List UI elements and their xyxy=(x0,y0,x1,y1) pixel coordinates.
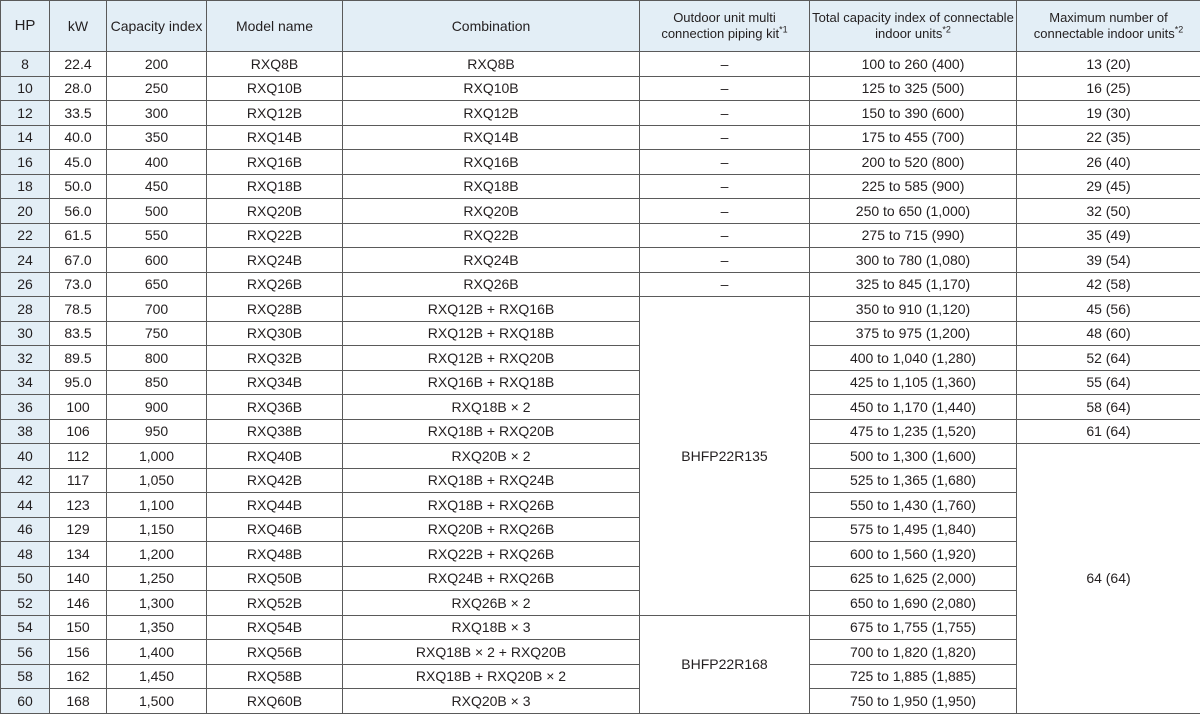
combination-cell: RXQ12B xyxy=(343,101,640,126)
max-units-cell: 55 (64) xyxy=(1017,370,1200,395)
kw-cell: 134 xyxy=(50,542,107,567)
model-name-cell: RXQ8B xyxy=(207,52,343,77)
total-capacity-cell: 575 to 1,495 (1,840) xyxy=(810,517,1017,542)
total-capacity-cell: 525 to 1,365 (1,680) xyxy=(810,468,1017,493)
table-row xyxy=(1,419,1200,444)
combination-cell: RXQ18B + RXQ24B xyxy=(343,468,640,493)
piping-kit-cell: – xyxy=(640,223,810,248)
total-capacity-footnote-mark: *2 xyxy=(942,25,951,35)
combination-cell: RXQ18B × 2 xyxy=(343,395,640,420)
hp-cell: 46 xyxy=(1,517,50,542)
piping-kit-cell: – xyxy=(640,272,810,297)
combination-cell: RXQ12B + RXQ18B xyxy=(343,321,640,346)
total-capacity-cell: 250 to 650 (1,000) xyxy=(810,199,1017,224)
capacity-index-cell: 800 xyxy=(107,346,207,371)
hp-cell: 24 xyxy=(1,248,50,273)
combination-cell: RXQ16B xyxy=(343,150,640,175)
table-body xyxy=(1,52,1200,714)
kw-cell: 50.0 xyxy=(50,174,107,199)
hp-cell: 26 xyxy=(1,272,50,297)
table-row xyxy=(1,199,1200,224)
kw-cell: 33.5 xyxy=(50,101,107,126)
piping-kit-cell: – xyxy=(640,174,810,199)
combination-cell: RXQ10B xyxy=(343,76,640,101)
hp-cell: 58 xyxy=(1,664,50,689)
combination-cell: RXQ12B + RXQ20B xyxy=(343,346,640,371)
hp-cell: 32 xyxy=(1,346,50,371)
combination-header: Combination xyxy=(343,1,640,52)
max-units-cell: 26 (40) xyxy=(1017,150,1200,175)
kw-cell: 45.0 xyxy=(50,150,107,175)
total-capacity-cell: 425 to 1,105 (1,360) xyxy=(810,370,1017,395)
capacity-index-cell: 1,400 xyxy=(107,640,207,665)
hp-header: HP xyxy=(1,1,50,52)
kw-cell: 168 xyxy=(50,689,107,714)
total-capacity-cell: 450 to 1,170 (1,440) xyxy=(810,395,1017,420)
total-capacity-cell: 275 to 715 (990) xyxy=(810,223,1017,248)
model-name-cell: RXQ44B xyxy=(207,493,343,518)
table-row xyxy=(1,150,1200,175)
table-row xyxy=(1,174,1200,199)
kw-cell: 56.0 xyxy=(50,199,107,224)
hp-cell: 36 xyxy=(1,395,50,420)
hp-cell: 38 xyxy=(1,419,50,444)
capacity-index-cell: 400 xyxy=(107,150,207,175)
kw-cell: 162 xyxy=(50,664,107,689)
kw-cell: 83.5 xyxy=(50,321,107,346)
table-row xyxy=(1,76,1200,101)
model-name-cell: RXQ52B xyxy=(207,591,343,616)
combination-cell: RXQ20B × 3 xyxy=(343,689,640,714)
combination-cell: RXQ8B xyxy=(343,52,640,77)
combination-cell: RXQ26B xyxy=(343,272,640,297)
kw-cell: 22.4 xyxy=(50,52,107,77)
max-units-cell: 35 (49) xyxy=(1017,223,1200,248)
combination-cell: RXQ18B xyxy=(343,174,640,199)
model-name-cell: RXQ26B xyxy=(207,272,343,297)
kw-cell: 123 xyxy=(50,493,107,518)
combination-cell: RXQ12B + RXQ16B xyxy=(343,297,640,322)
kw-cell: 156 xyxy=(50,640,107,665)
model-name-cell: RXQ46B xyxy=(207,517,343,542)
combination-cell: RXQ24B xyxy=(343,248,640,273)
total-capacity-cell: 600 to 1,560 (1,920) xyxy=(810,542,1017,567)
piping-kit-cell: – xyxy=(640,248,810,273)
hp-cell: 52 xyxy=(1,591,50,616)
max-units-cell: 48 (60) xyxy=(1017,321,1200,346)
table-row xyxy=(1,223,1200,248)
combination-cell: RXQ18B + RXQ26B xyxy=(343,493,640,518)
kw-cell: 106 xyxy=(50,419,107,444)
total-capacity-cell: 650 to 1,690 (2,080) xyxy=(810,591,1017,616)
hp-cell: 40 xyxy=(1,444,50,469)
capacity-index-cell: 1,100 xyxy=(107,493,207,518)
combination-cell: RXQ20B + RXQ26B xyxy=(343,517,640,542)
hp-cell: 56 xyxy=(1,640,50,665)
hp-cell: 14 xyxy=(1,125,50,150)
combination-cell: RXQ20B × 2 xyxy=(343,444,640,469)
max-units-cell: 42 (58) xyxy=(1017,272,1200,297)
kw-cell: 28.0 xyxy=(50,76,107,101)
combination-cell: RXQ26B × 2 xyxy=(343,591,640,616)
model-name-cell: RXQ42B xyxy=(207,468,343,493)
model-name-cell: RXQ48B xyxy=(207,542,343,567)
hp-cell: 12 xyxy=(1,101,50,126)
capacity-index-cell: 450 xyxy=(107,174,207,199)
table-row xyxy=(1,346,1200,371)
kw-cell: 146 xyxy=(50,591,107,616)
max-units-header xyxy=(1017,1,1200,52)
piping-kit-cell: BHFP22R168 xyxy=(640,615,810,713)
model-name-cell: RXQ36B xyxy=(207,395,343,420)
model-name-cell: RXQ12B xyxy=(207,101,343,126)
max-units-cell: 29 (45) xyxy=(1017,174,1200,199)
max-units-header-label: Maximum number of connectable indoor units xyxy=(1034,10,1175,41)
model-name-cell: RXQ14B xyxy=(207,125,343,150)
max-units-cell: 19 (30) xyxy=(1017,101,1200,126)
table-row xyxy=(1,101,1200,126)
hp-cell: 42 xyxy=(1,468,50,493)
hp-cell: 34 xyxy=(1,370,50,395)
total-capacity-cell: 175 to 455 (700) xyxy=(810,125,1017,150)
max-units-cell: 32 (50) xyxy=(1017,199,1200,224)
total-capacity-cell: 350 to 910 (1,120) xyxy=(810,297,1017,322)
capacity-index-cell: 250 xyxy=(107,76,207,101)
table-row xyxy=(1,444,1200,469)
capacity-index-cell: 1,200 xyxy=(107,542,207,567)
total-capacity-header xyxy=(810,1,1017,52)
max-units-cell: 45 (56) xyxy=(1017,297,1200,322)
model-name-cell: RXQ32B xyxy=(207,346,343,371)
header-row xyxy=(1,1,1200,52)
max-units-cell: 61 (64) xyxy=(1017,419,1200,444)
max-units-cell: 22 (35) xyxy=(1017,125,1200,150)
model-name-cell: RXQ60B xyxy=(207,689,343,714)
capacity-index-cell: 950 xyxy=(107,419,207,444)
max-units-cell: 52 (64) xyxy=(1017,346,1200,371)
combination-cell: RXQ18B × 3 xyxy=(343,615,640,640)
model-name-cell: RXQ38B xyxy=(207,419,343,444)
model-name-cell: RXQ18B xyxy=(207,174,343,199)
capacity-index-cell: 750 xyxy=(107,321,207,346)
total-capacity-cell: 750 to 1,950 (1,950) xyxy=(810,689,1017,714)
capacity-index-cell: 1,500 xyxy=(107,689,207,714)
hp-cell: 60 xyxy=(1,689,50,714)
kw-cell: 150 xyxy=(50,615,107,640)
total-capacity-cell: 725 to 1,885 (1,885) xyxy=(810,664,1017,689)
table-row xyxy=(1,52,1200,77)
table-row xyxy=(1,395,1200,420)
total-capacity-cell: 325 to 845 (1,170) xyxy=(810,272,1017,297)
combination-cell: RXQ22B xyxy=(343,223,640,248)
combination-cell: RXQ24B + RXQ26B xyxy=(343,566,640,591)
total-capacity-cell: 625 to 1,625 (2,000) xyxy=(810,566,1017,591)
kw-cell: 140 xyxy=(50,566,107,591)
hp-cell: 16 xyxy=(1,150,50,175)
capacity-index-cell: 300 xyxy=(107,101,207,126)
total-capacity-cell: 700 to 1,820 (1,820) xyxy=(810,640,1017,665)
hp-cell: 44 xyxy=(1,493,50,518)
max-units-cell: 58 (64) xyxy=(1017,395,1200,420)
hp-cell: 48 xyxy=(1,542,50,567)
hp-cell: 18 xyxy=(1,174,50,199)
piping-kit-cell: – xyxy=(640,150,810,175)
total-capacity-cell: 125 to 325 (500) xyxy=(810,76,1017,101)
capacity-index-cell: 850 xyxy=(107,370,207,395)
model-name-cell: RXQ28B xyxy=(207,297,343,322)
hp-cell: 50 xyxy=(1,566,50,591)
model-name-header: Model name xyxy=(207,1,343,52)
combination-cell: RXQ20B xyxy=(343,199,640,224)
combination-cell: RXQ18B × 2 + RXQ20B xyxy=(343,640,640,665)
model-name-cell: RXQ16B xyxy=(207,150,343,175)
table-row xyxy=(1,248,1200,273)
capacity-index-cell: 350 xyxy=(107,125,207,150)
capacity-index-cell: 1,250 xyxy=(107,566,207,591)
max-units-cell: 64 (64) xyxy=(1017,444,1200,714)
model-name-cell: RXQ30B xyxy=(207,321,343,346)
kw-cell: 129 xyxy=(50,517,107,542)
combination-cell: RXQ14B xyxy=(343,125,640,150)
capacity-index-cell: 1,000 xyxy=(107,444,207,469)
capacity-index-header: Capacity index xyxy=(107,1,207,52)
kw-cell: 100 xyxy=(50,395,107,420)
kw-cell: 95.0 xyxy=(50,370,107,395)
table-row xyxy=(1,297,1200,322)
model-name-cell: RXQ24B xyxy=(207,248,343,273)
piping-kit-header-label: Outdoor unit multi connection piping kit xyxy=(661,10,779,41)
max-units-cell: 16 (25) xyxy=(1017,76,1200,101)
total-capacity-cell: 200 to 520 (800) xyxy=(810,150,1017,175)
kw-cell: 117 xyxy=(50,468,107,493)
total-capacity-cell: 300 to 780 (1,080) xyxy=(810,248,1017,273)
total-capacity-cell: 375 to 975 (1,200) xyxy=(810,321,1017,346)
total-capacity-cell: 475 to 1,235 (1,520) xyxy=(810,419,1017,444)
capacity-index-cell: 700 xyxy=(107,297,207,322)
piping-kit-cell: – xyxy=(640,199,810,224)
hp-cell: 28 xyxy=(1,297,50,322)
kw-cell: 89.5 xyxy=(50,346,107,371)
hp-cell: 30 xyxy=(1,321,50,346)
kw-cell: 61.5 xyxy=(50,223,107,248)
kw-cell: 73.0 xyxy=(50,272,107,297)
total-capacity-cell: 150 to 390 (600) xyxy=(810,101,1017,126)
hp-cell: 20 xyxy=(1,199,50,224)
max-units-cell: 13 (20) xyxy=(1017,52,1200,77)
model-name-cell: RXQ56B xyxy=(207,640,343,665)
kw-header: kW xyxy=(50,1,107,52)
max-units-cell: 39 (54) xyxy=(1017,248,1200,273)
total-capacity-cell: 100 to 260 (400) xyxy=(810,52,1017,77)
capacity-index-cell: 500 xyxy=(107,199,207,224)
combination-cell: RXQ18B + RXQ20B × 2 xyxy=(343,664,640,689)
model-name-cell: RXQ58B xyxy=(207,664,343,689)
total-capacity-cell: 225 to 585 (900) xyxy=(810,174,1017,199)
kw-cell: 112 xyxy=(50,444,107,469)
model-name-cell: RXQ50B xyxy=(207,566,343,591)
hp-cell: 8 xyxy=(1,52,50,77)
capacity-index-cell: 1,050 xyxy=(107,468,207,493)
table-row xyxy=(1,370,1200,395)
combination-cell: RXQ22B + RXQ26B xyxy=(343,542,640,567)
table-row xyxy=(1,272,1200,297)
total-capacity-header-label: Total capacity index of connectable indoor units xyxy=(812,10,1014,41)
kw-cell: 40.0 xyxy=(50,125,107,150)
max-units-footnote-mark: *2 xyxy=(1175,25,1184,35)
piping-kit-cell: – xyxy=(640,101,810,126)
kw-cell: 67.0 xyxy=(50,248,107,273)
capacity-index-cell: 1,450 xyxy=(107,664,207,689)
model-name-cell: RXQ22B xyxy=(207,223,343,248)
piping-kit-cell: – xyxy=(640,52,810,77)
capacity-index-cell: 900 xyxy=(107,395,207,420)
table-row xyxy=(1,321,1200,346)
capacity-index-cell: 1,300 xyxy=(107,591,207,616)
hp-cell: 54 xyxy=(1,615,50,640)
total-capacity-cell: 675 to 1,755 (1,755) xyxy=(810,615,1017,640)
table-row xyxy=(1,125,1200,150)
piping-kit-cell: – xyxy=(640,125,810,150)
model-name-cell: RXQ54B xyxy=(207,615,343,640)
total-capacity-cell: 550 to 1,430 (1,760) xyxy=(810,493,1017,518)
capacity-index-cell: 1,150 xyxy=(107,517,207,542)
hp-cell: 10 xyxy=(1,76,50,101)
total-capacity-cell: 500 to 1,300 (1,600) xyxy=(810,444,1017,469)
capacity-index-cell: 600 xyxy=(107,248,207,273)
model-name-cell: RXQ20B xyxy=(207,199,343,224)
piping-kit-cell: – xyxy=(640,76,810,101)
capacity-index-cell: 1,350 xyxy=(107,615,207,640)
model-name-cell: RXQ40B xyxy=(207,444,343,469)
combination-cell: RXQ16B + RXQ18B xyxy=(343,370,640,395)
piping-kit-cell: BHFP22R135 xyxy=(640,297,810,616)
capacity-index-cell: 200 xyxy=(107,52,207,77)
piping-kit-footnote-mark: *1 xyxy=(779,25,788,35)
total-capacity-cell: 400 to 1,040 (1,280) xyxy=(810,346,1017,371)
model-name-cell: RXQ34B xyxy=(207,370,343,395)
kw-cell: 78.5 xyxy=(50,297,107,322)
capacity-index-cell: 550 xyxy=(107,223,207,248)
hp-cell: 22 xyxy=(1,223,50,248)
capacity-index-cell: 650 xyxy=(107,272,207,297)
piping-kit-header xyxy=(640,1,810,52)
model-name-cell: RXQ10B xyxy=(207,76,343,101)
combination-cell: RXQ18B + RXQ20B xyxy=(343,419,640,444)
